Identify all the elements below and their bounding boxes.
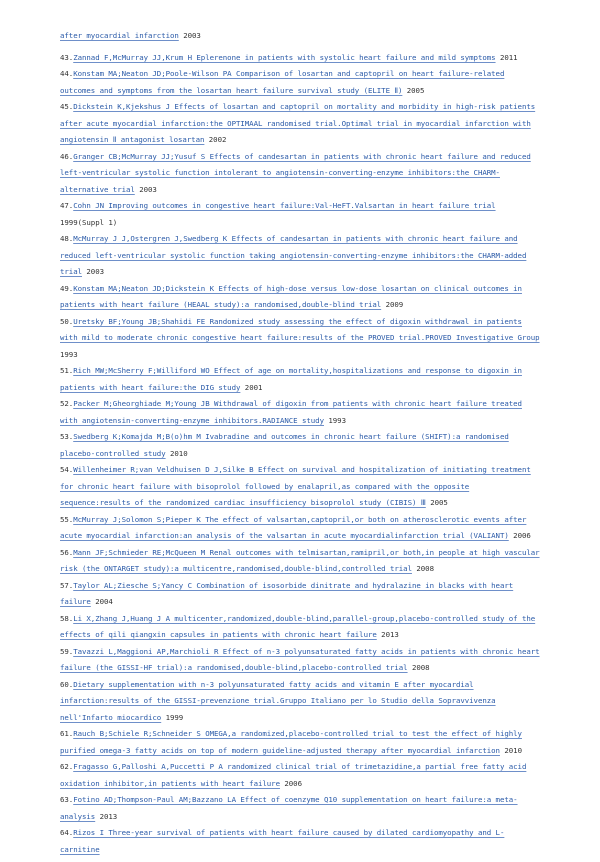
reference-year: 1999: [161, 712, 184, 722]
reference-link[interactable]: Konstam MA;Neaton JD;Poole-Wilson PA Comparison of losartan and captopril on heart failure-related outcomes and symptoms from the losartan heart failure survival study (ELITE Ⅱ): [60, 69, 505, 95]
reference-link[interactable]: Taylor AL;Ziesche S;Yancy C Combination of isosorbide dinitrate and hydralazine in blacks with heart failure: [60, 580, 514, 606]
reference-year: 2001: [240, 382, 263, 392]
reference-item: [60, 545, 542, 578]
reference-item: [60, 429, 542, 462]
reference-item: [60, 462, 542, 512]
reference-item: [60, 314, 542, 364]
reference-number: 50.: [60, 316, 74, 326]
reference-number: 46.: [60, 151, 74, 161]
reference-number: 58.: [60, 613, 74, 623]
reference-number: 59.: [60, 646, 74, 656]
reference-item: [60, 759, 542, 792]
reference-year: 2004: [90, 597, 113, 606]
reference-number: 60.: [60, 679, 74, 689]
reference-year: 2013: [95, 811, 118, 821]
reference-number: 55.: [60, 514, 74, 524]
reference-item: [60, 396, 542, 429]
reference-link[interactable]: Swedberg K;Komajda M;B(o)hm M Ivabradine and outcomes in chronic heart failure (SHIFT):a randomised placebo-controlled study: [60, 432, 509, 458]
reference-item: [60, 198, 542, 231]
reference-number: 48.: [60, 234, 74, 243]
reference-year: 2013: [376, 630, 399, 639]
reference-year: 2005: [402, 85, 425, 95]
reference-item: [60, 281, 542, 314]
reference-link[interactable]: Mann JF;Schmieder RE;McQueen M Renal outcomes with telmisartan,ramipril,or both,in people at high vascular risk (the ONTARGET study):a multicentre,randomised,double-blind,controlled trial: [60, 547, 540, 573]
reference-link[interactable]: Li X,Zhang J,Huang J A multicenter,randomized,double-blind,parallel-group,placebo-controlled study of the effects of qili qiangxin capsules in patients with chronic heart failure: [60, 613, 536, 639]
reference-link[interactable]: Dietary supplementation with n-3 polyunsaturated fatty acids and vitamin E after myocardial infarction:results of the GISSI-prevenzione trial.Gruppo Italiano per lo Studio della Sopravvivenza nell'Infarto miocardico: [60, 679, 496, 722]
reference-link[interactable]: Granger CB;McMurray JJ;Yusuf S Effects of candesartan in patients with chronic heart failure and reduced left-ventricular systolic function intolerant to angiotensin-converting-enzyme inhibitors:the CHARM-alternative trial: [60, 151, 531, 194]
reference-number: 43.: [60, 52, 74, 62]
reference-year: 2010: [499, 745, 522, 755]
reference-year: 1993: [60, 349, 78, 359]
reference-item: [60, 66, 542, 99]
reference-item: [60, 825, 542, 858]
reference-number: 61.: [60, 729, 74, 738]
reference-number: 44.: [60, 69, 74, 78]
reference-item: [60, 578, 542, 611]
reference-year: 1999(Suppl 1): [60, 217, 118, 227]
reference-year: 1993: [323, 415, 346, 425]
reference-item: [60, 363, 542, 396]
reference-number: 54.: [60, 465, 74, 474]
reference-year: 2002: [204, 135, 227, 144]
reference-number: 49.: [60, 283, 74, 293]
reference-item: [60, 726, 542, 759]
reference-list: [60, 28, 542, 858]
reference-number: 45.: [60, 102, 74, 111]
reference-link[interactable]: Uretsky BF;Young JB;Shahidi FE Randomized study assessing the effect of digoxin withdrawal in patients with mild to moderate chronic congestive heart failure:results of the PROVED trial.PROVED Investigative Group: [60, 316, 540, 342]
reference-number: 53.: [60, 432, 74, 441]
reference-link[interactable]: Rauch B;Schiele R;Schneider S OMEGA,a randomized,placebo-controlled trial to test the effect of highly purified omega-3 fatty acids on top of modern guideline-adjusted therapy after myocardial infarction: [60, 729, 522, 755]
reference-year: 2009: [381, 300, 404, 309]
reference-year: 2008: [411, 564, 434, 573]
reference-number: 63.: [60, 795, 74, 804]
reference-link[interactable]: Tavazzi L,Maggioni AP,Marchioli R Effect of n-3 polyunsaturated fatty acids in patients with chronic heart failure (the GISSI-HF trial):a randomised,double-blind,placebo-controlled trial: [60, 646, 540, 672]
reference-link[interactable]: Packer M;Gheorghiade M;Young JB Withdrawal of digoxin from patients with chronic heart failure treated with angiotensin-converting-enzyme inhibitors.RADIANCE study: [60, 399, 522, 425]
reference-number: 62.: [60, 762, 74, 771]
reference-year: 2006: [508, 531, 531, 540]
reference-year: 2005: [425, 498, 448, 507]
reference-link[interactable]: Fotino AD;Thompson-Paul AM;Bazzano LA Effect of coenzyme Q10 supplementation on heart failure:a meta-analysis: [60, 795, 518, 821]
reference-link[interactable]: McMurray J J,Ostergren J,Swedberg K Effects of candesartan in patients with chronic heart failure and reduced left-ventricular systolic function taking angiotensin-converting-enzyme inhibitors:the CHARM-added trial: [60, 234, 527, 276]
reference-item: [60, 28, 542, 45]
reference-link[interactable]: Cohn JN Improving outcomes in congestive heart failure:Val-HeFT.Valsartan in heart failure trial: [73, 201, 496, 210]
reference-year: 2003: [82, 267, 104, 276]
reference-year: 2010: [165, 448, 188, 458]
reference-number: 47.: [60, 201, 74, 210]
reference-item: [60, 611, 542, 644]
reference-link[interactable]: Fragasso G,Palloshi A,Puccetti P A randomized clinical trial of trimetazidine,a partial free fatty acid oxidation inhibitor,in patients with heart failure: [60, 762, 527, 788]
reference-item: [60, 512, 542, 545]
reference-number: 56.: [60, 547, 74, 557]
reference-year: 2006: [279, 778, 302, 788]
reference-link[interactable]: Zannad F,McMurray JJ,Krum H Eplerenone in patients with systolic heart failure and mild symptoms: [73, 52, 496, 62]
reference-link[interactable]: Willenheimer R;van Veldhuisen D J,Silke B Effect on survival and hospitalization of initiating treatment for chronic heart failure with bisoprolol followed by enalapril,as compared with the opposite sequence:results of the randomized cardiac insufficiency bisoprolol study (CIBIS) Ⅲ: [60, 465, 531, 507]
reference-item: [60, 231, 542, 281]
reference-year: 2011: [495, 52, 518, 62]
reference-number: 57.: [60, 580, 74, 590]
reference-link[interactable]: McMurray J;Solomon S;Pieper K The effect of valsartan,captopril,or both on atherosclerotic events after acute myocardial infarction:an analysis of the valsartan in acute myocardialinfarction trial (VALIANT): [60, 514, 527, 540]
reference-link[interactable]: after myocardial infarction: [60, 31, 179, 40]
reference-item: [60, 792, 542, 825]
reference-year: 2003: [178, 31, 201, 40]
reference-item: [60, 677, 542, 727]
reference-item: [60, 644, 542, 677]
reference-year: 2003: [134, 184, 157, 194]
reference-item: [60, 149, 542, 199]
reference-link[interactable]: Dickstein K,Kjekshus J Effects of losartan and captopril on mortality and morbidity in high-risk patients after acute myocardial infarction:the OPTIMAAL randomised trial.Optimal trial in myocardial infarction with angiotensin Ⅱ antagonist losartan: [60, 102, 536, 144]
reference-link[interactable]: Konstam MA;Neaton JD;Dickstein K Effects of high-dose versus low-dose losartan on clinical outcomes in patients with heart failure (HEAAL study):a randomised,double-blind trial: [60, 283, 522, 309]
reference-link[interactable]: Rich MW;McSherry F;Williford WO Effect of age on mortality,hospitalizations and response to digoxin in patients with heart failure:the DIG study: [60, 366, 522, 392]
reference-number: 64.: [60, 828, 74, 837]
reference-item: [60, 50, 542, 67]
reference-link[interactable]: Rizos I Three-year survival of patients with heart failure caused by dilated cardiomyopathy and L-carnitine: [60, 828, 505, 854]
reference-year: 2008: [407, 663, 430, 672]
reference-number: 51.: [60, 366, 74, 375]
reference-item: [60, 99, 542, 149]
reference-number: 52.: [60, 399, 74, 408]
